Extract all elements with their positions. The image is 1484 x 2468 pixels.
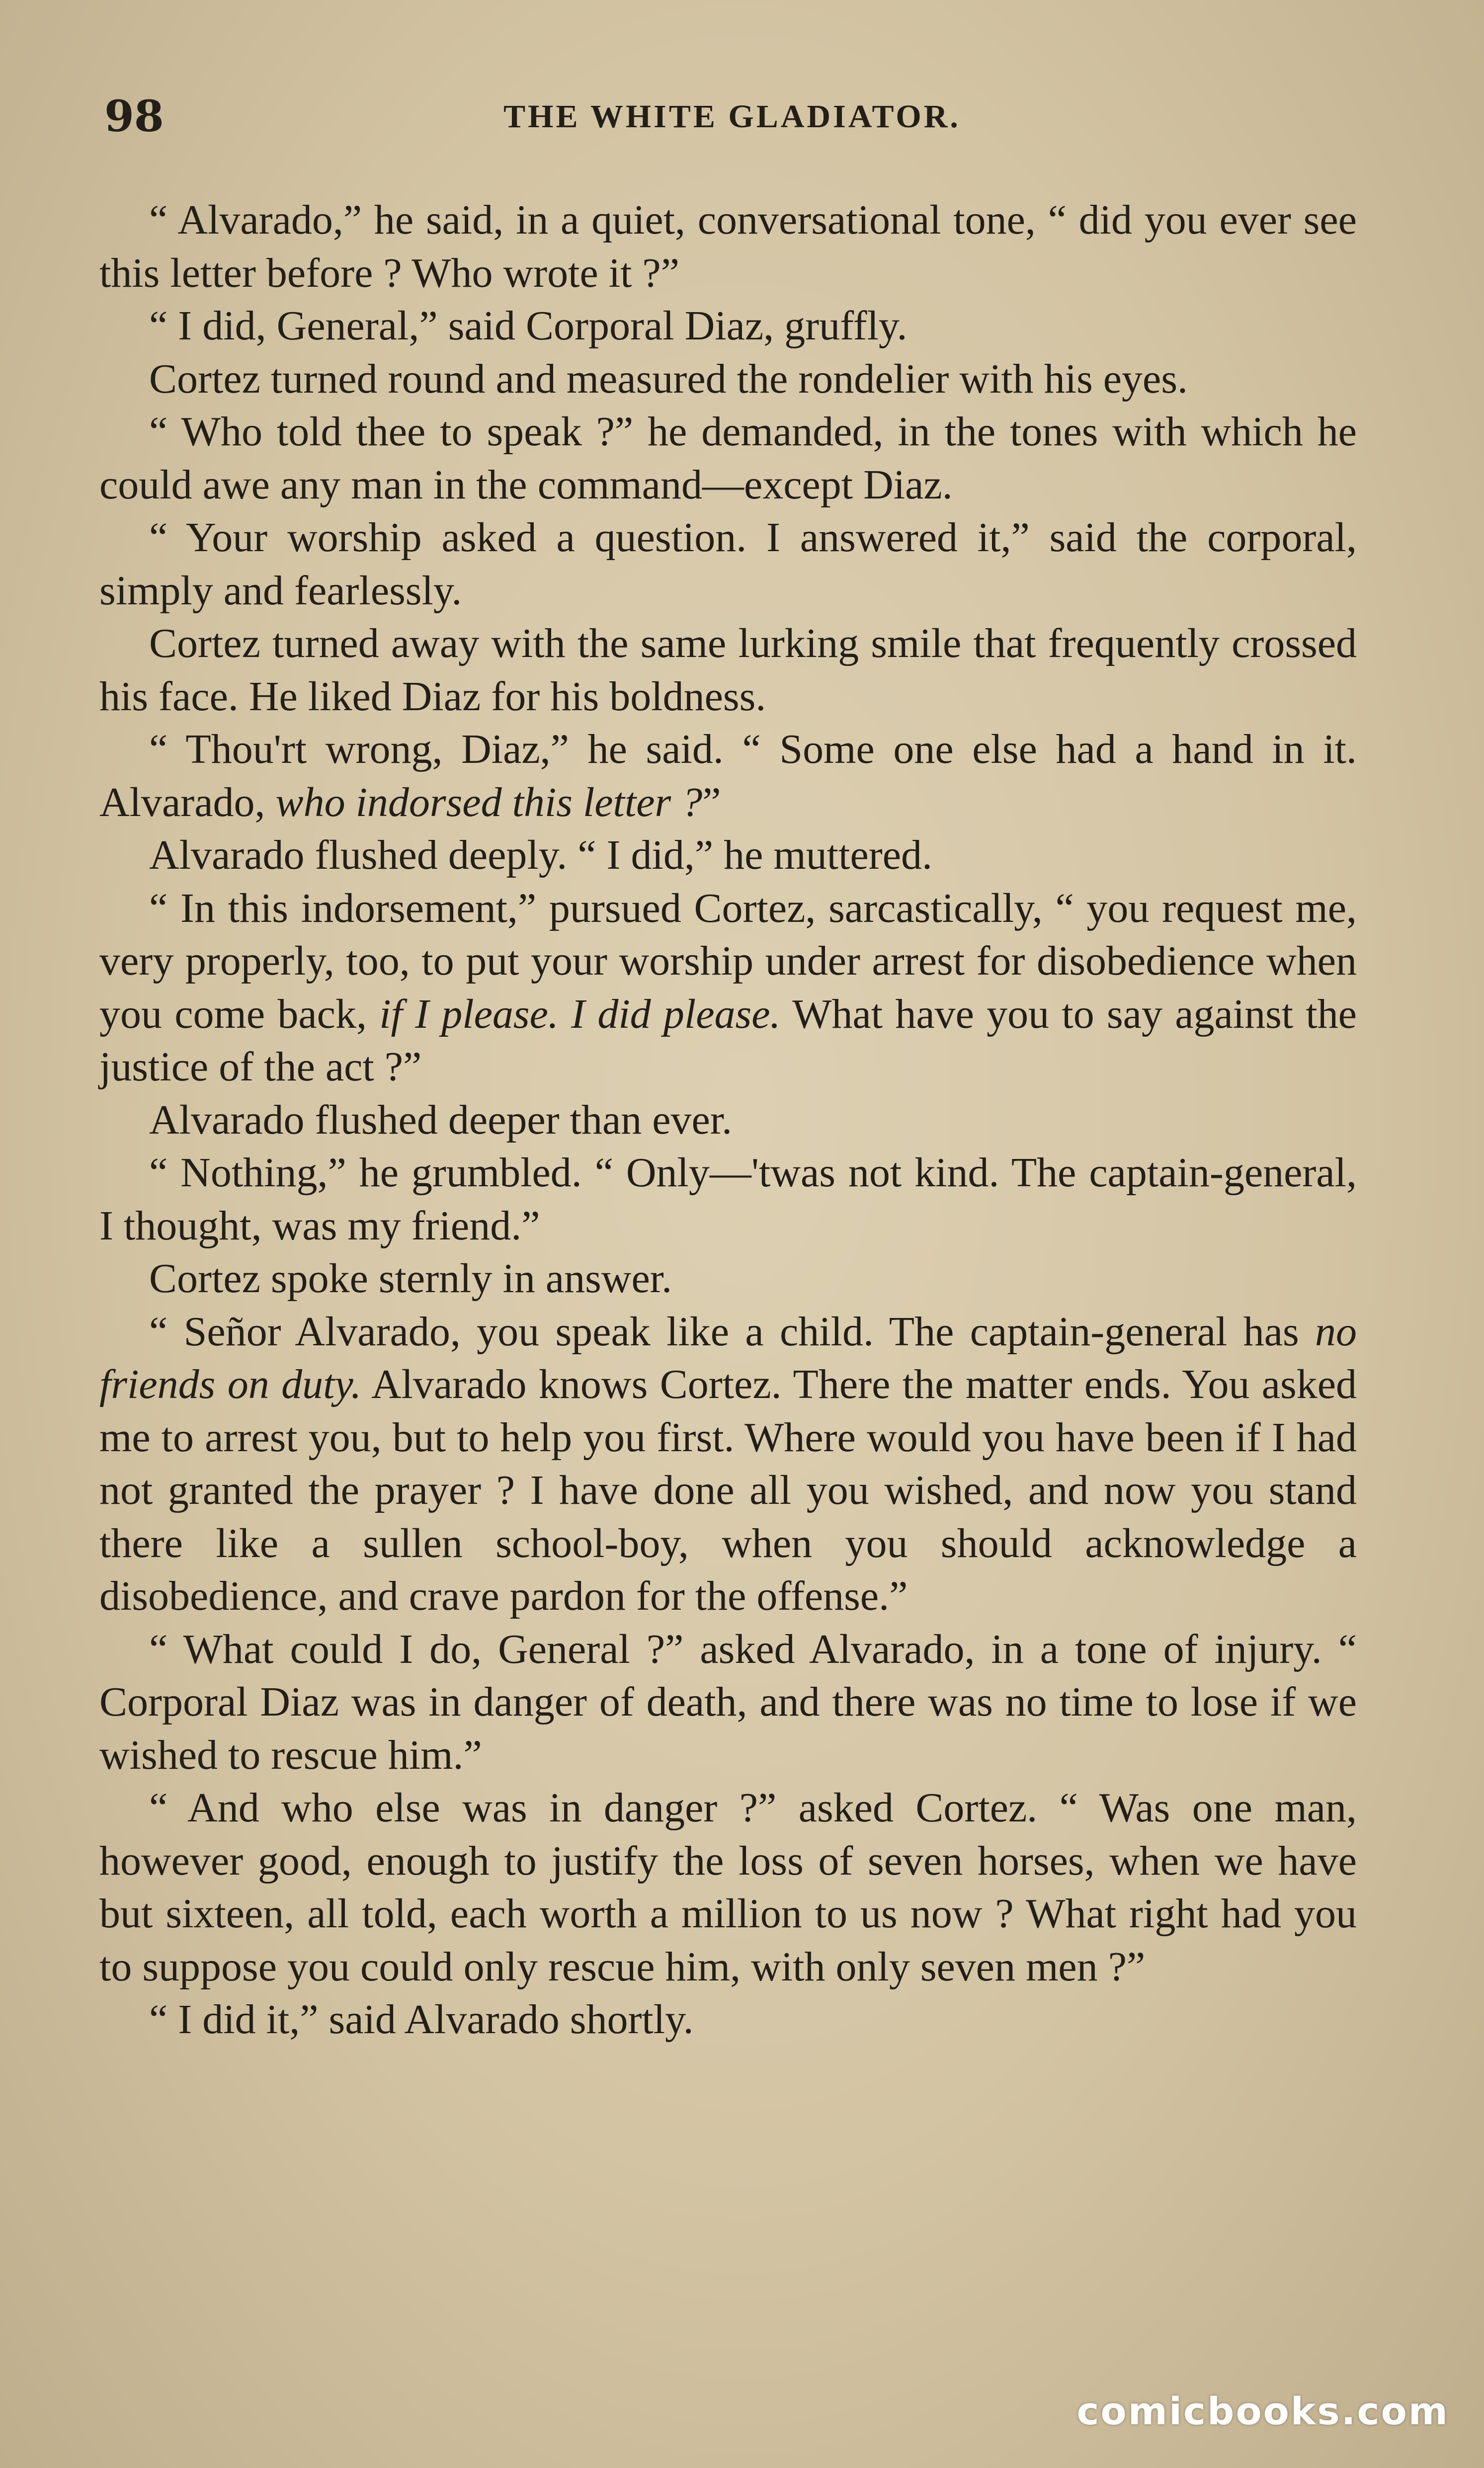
- paragraph: [99, 829, 1357, 882]
- italic-text: no friends on duty.: [99, 1308, 1357, 1407]
- text-run: “ In this indorsement,” pursued Cortez, sarcastically, “ you request me, very properly, too, to put your worship under arrest for disobedience when you come back,: [99, 885, 1357, 1037]
- paragraph: [99, 882, 1357, 1094]
- text-run: “ I did, General,” said Corporal Diaz, gruffly.: [149, 303, 907, 349]
- text-run: “ What could I do, General ?” asked Alvarado, in a tone of injury. “ Corporal Diaz was in danger of death, and there was no time to lose if we wished to rescue him.”: [99, 1626, 1357, 1778]
- paragraph: [99, 353, 1357, 406]
- text-run: Alvarado flushed deeply. “ I did,” he muttered.: [149, 832, 932, 878]
- text-run: “ Nothing,” he grumbled. “ Only—'twas not kind. The captain-general, I thought, was my friend.”: [99, 1150, 1357, 1249]
- paragraph: [99, 1782, 1357, 1993]
- text-run: “ I did it,” said Alvarado shortly.: [149, 1996, 694, 2043]
- text-run: “ Alvarado,” he said, in a quiet, conversational tone, “ did you ever see this letter before ? Who wrote it ?”: [99, 197, 1357, 296]
- paragraph: [99, 406, 1357, 511]
- body-text: [99, 194, 1357, 2047]
- text-run: Cortez turned round and measured the rondelier with his eyes.: [149, 355, 1188, 402]
- paragraph: [99, 300, 1357, 353]
- italic-text: if I please. I did please.: [379, 990, 781, 1037]
- paragraph: [99, 1094, 1357, 1147]
- paragraph: [99, 1252, 1357, 1306]
- text-run: Alvarado knows Cortez. There the matter ends. You asked me to arrest you, but to help you first. Where would you have been if I had not granted the prayer ? I have done all you wished, and now you stand there like a sullen school-boy, when you should acknowledge a disobedience, and crave pardon for the offense.”: [99, 1361, 1357, 1619]
- running-head: THE WHITE GLADIATOR.: [503, 98, 961, 135]
- paragraph: [99, 723, 1357, 829]
- italic-text: who indorsed this letter ?: [275, 779, 703, 825]
- text-run: “ And who else was in danger ?” asked Cortez. “ Was one man, however good, enough to justify the loss of seven horses, when we have but sixteen, all told, each worth a million to us now ? What right had you to suppose you could only rescue him, with only seven men ?”: [99, 1785, 1357, 1990]
- paragraph: [99, 194, 1357, 300]
- text-run: What have you to say against the justice of the act ?”: [99, 990, 1357, 1090]
- paragraph: [99, 1993, 1357, 2047]
- text-run: Cortez spoke sternly in answer.: [149, 1255, 672, 1302]
- paragraph: [99, 1623, 1357, 1782]
- paragraph: [99, 1147, 1357, 1252]
- text-run: “ Señor Alvarado, you speak like a child. The captain-general has: [149, 1308, 1315, 1355]
- text-run: Cortez turned away with the same lurking smile that frequently crossed his face. He liked Diaz for his boldness.: [99, 620, 1357, 720]
- text-run: ”: [702, 779, 721, 825]
- watermark: comicbooks.com: [1076, 2389, 1449, 2433]
- text-run: “ Who told thee to speak ?” he demanded, in the tones with which he could awe any man in the command—except Diaz.: [99, 409, 1357, 508]
- text-run: “ Your worship asked a question. I answered it,” said the corporal, simply and fearlessly.: [99, 514, 1357, 614]
- page-header: [104, 89, 1360, 144]
- text-run: Alvarado flushed deeper than ever.: [149, 1096, 733, 1143]
- paragraph: [99, 511, 1357, 617]
- text-run: “ Thou'rt wrong, Diaz,” he said. “ Some one else had a hand in it. Alvarado,: [99, 726, 1357, 825]
- paragraph: [99, 1306, 1357, 1623]
- page-number: 98: [104, 91, 164, 142]
- paragraph: [99, 617, 1357, 723]
